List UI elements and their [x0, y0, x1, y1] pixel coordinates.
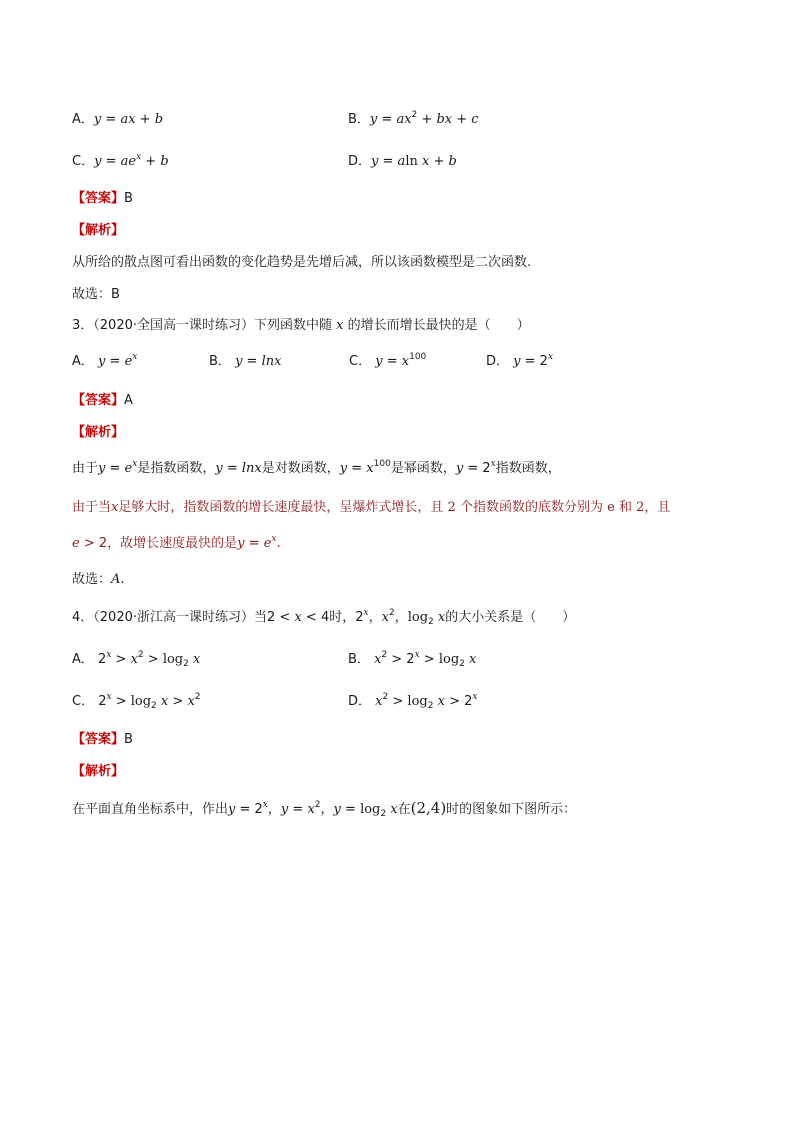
q2-analysis-text: 从所给的散点图可看出函数的变化趋势是先增后减，所以该函数模型是二次函数.: [72, 255, 532, 270]
q4-analysis-tag: 【解析】: [72, 764, 125, 779]
q3-conclusion: 故选：A.: [72, 572, 125, 587]
q2-analysis-tag: 【解析】: [72, 223, 125, 238]
q3-analysis-line1: 由于$y = e^x$是指数函数，y = lnx是对数函数，$y = x^{100}$是幂函数，$y = 2^x$指数函数，: [72, 459, 561, 476]
q4-option-b: B． $x^2 > 2^x > \log_2 x$: [348, 650, 477, 669]
q4-analysis-text: 在平面直角坐标系中，作出$y = 2^x$，$y = x^2$，$y = \log_2 x$在(2,4)时的图象如下图所示：: [72, 799, 577, 819]
q4-option-c: C． $2^x > \log_2 x > x^2$: [72, 692, 201, 711]
q3-options: [72, 350, 553, 369]
q3-analysis-line3: e > 2，故增长速度最快的是$y = e^x$.: [72, 534, 281, 551]
q3-option-c: C． $y = x^{100}$: [349, 352, 427, 369]
q3-option-b: B． y = lnx: [209, 354, 282, 369]
q4-answer: 【答案】B: [72, 732, 133, 747]
q2-answer: 【答案】B: [72, 191, 133, 206]
q3-answer: 【答案】A: [72, 393, 133, 408]
q3-option-a: A． $y = e^x$: [72, 352, 138, 369]
q3-analysis-tag: 【解析】: [72, 425, 125, 440]
q2-option-c: C．$y = ae^x + b$: [72, 152, 169, 169]
q2-option-a: A．y = ax + b: [72, 112, 164, 127]
q3-option-d: D． $y = 2^x$: [486, 352, 554, 369]
q4-option-d: D． $x^2 > \log_2 x > 2^x$: [348, 692, 478, 711]
q3-stem: 3．（2020·全国高一课时练习）下列函数中随 x 的增长而增长最快的是（ ）: [72, 318, 530, 333]
q3-analysis-line2: 由于当x足够大时，指数函数的增长速度最快，呈爆炸式增长，且 2 个指数函数的底数分别为 e 和 2，且: [72, 500, 671, 515]
q2-option-b: B．$y = ax^2$ + bx + c: [348, 110, 479, 127]
q4-stem: 4．（2020·浙江高一课时练习）当2 < x < 4时，2$^x$，$x^2$，$\log_2 x$的大小关系是（ ）: [72, 608, 576, 627]
q4-option-a: A． $2^x > x^2 > \log_2 x$: [72, 650, 201, 669]
q2-conclusion: 故选：B: [72, 287, 120, 302]
q2-option-d: D．y = aln x + b: [348, 154, 457, 169]
